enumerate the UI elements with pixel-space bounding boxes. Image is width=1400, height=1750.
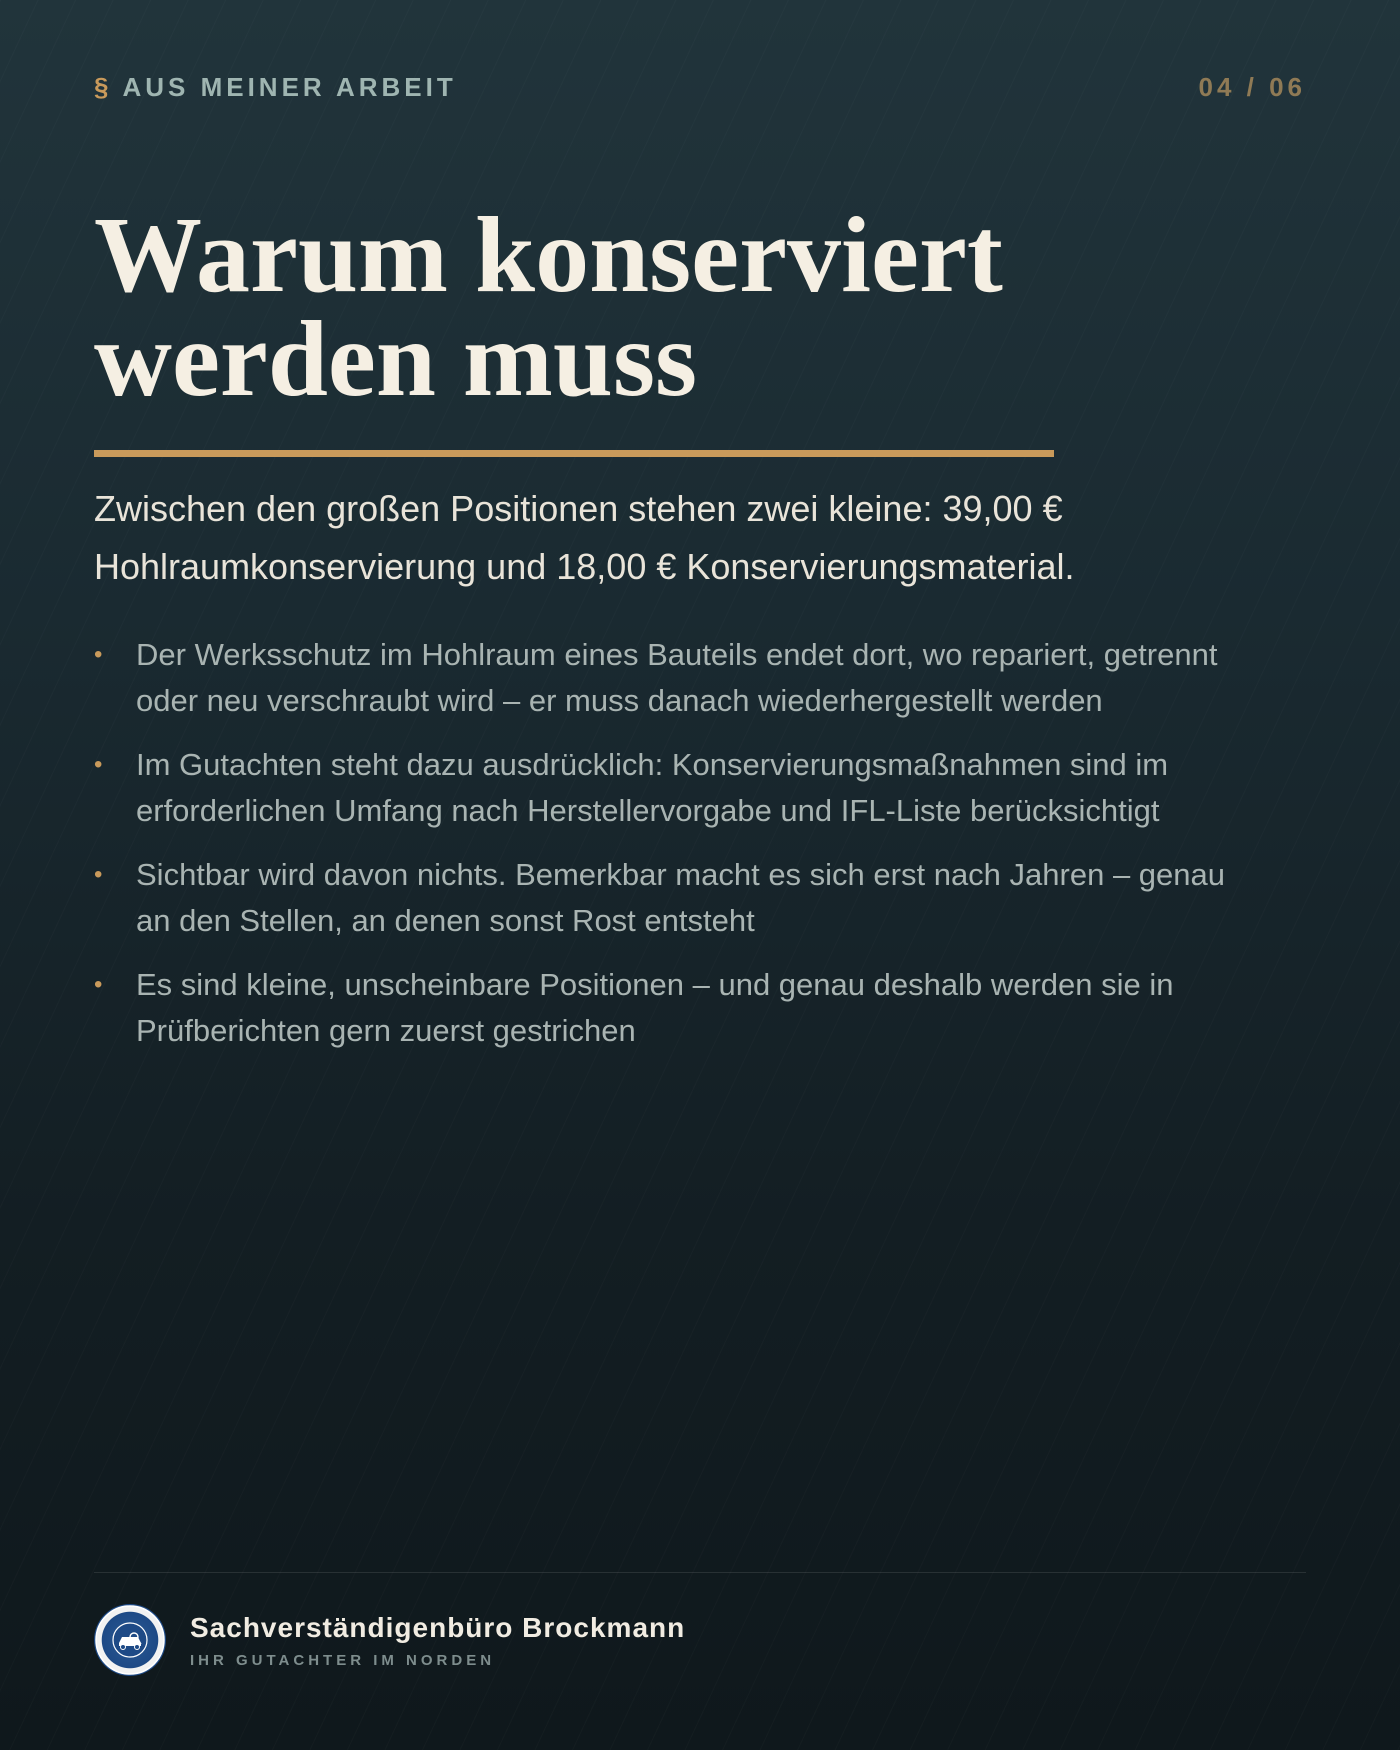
paragraph-icon: § xyxy=(94,72,109,102)
logo-graphic xyxy=(94,1604,166,1676)
list-item xyxy=(94,742,1324,834)
list-item-text xyxy=(136,962,1174,1054)
list-item-line-1: Der Werksschutz im Hohlraum eines Bauteils endet dort, wo repariert, getrennt xyxy=(136,637,1218,672)
bullet-icon: • xyxy=(94,751,103,778)
list-item xyxy=(94,852,1324,944)
page-indicator: 04 / 06 xyxy=(1198,72,1306,102)
title-divider xyxy=(94,450,1054,457)
brand-name: Sachverständigenbüro Brockmann xyxy=(190,1611,686,1643)
lead-line-1: Zwischen den großen Positionen stehen zwei kleine: 39,00 € xyxy=(94,488,1063,529)
lead-paragraph xyxy=(94,480,1324,596)
list-item-text xyxy=(136,742,1168,834)
list-item xyxy=(94,632,1324,724)
section-kicker xyxy=(94,72,457,103)
list-item xyxy=(94,962,1324,1054)
list-item-line-2: oder neu verschraubt wird – er muss danach wiederhergestellt werden xyxy=(136,683,1103,718)
lead-line-2: Hohlraumkonservierung und 18,00 € Konservierungsmaterial. xyxy=(94,546,1075,587)
list-item-line-2: erforderlichen Umfang nach Herstellervorgabe und IFL-Liste berücksichtigt xyxy=(136,793,1160,828)
list-item-line-2: an den Stellen, an denen sonst Rost entsteht xyxy=(136,903,755,938)
list-item-text xyxy=(136,632,1217,724)
list-item-text xyxy=(136,852,1225,944)
footer xyxy=(94,1604,685,1676)
bullet-list xyxy=(94,632,1324,1072)
bullet-icon: • xyxy=(94,641,103,668)
page-title xyxy=(94,196,1244,419)
brand-tagline: IHR GUTACHTER IM NORDEN xyxy=(190,1651,496,1669)
title-line-1: Warum konserviert xyxy=(94,196,1003,315)
brand-block xyxy=(190,1612,685,1669)
kicker-label: AUS MEINER ARBEIT xyxy=(122,72,457,102)
title-line-2: werden muss xyxy=(94,300,698,419)
list-item-line-1: Es sind kleine, unscheinbare Positionen – und genau deshalb werden sie in xyxy=(136,967,1174,1002)
list-item-line-1: Sichtbar wird davon nichts. Bemerkbar macht es sich erst nach Jahren – genau xyxy=(136,857,1225,892)
list-item-line-1: Im Gutachten steht dazu ausdrücklich: Konservierungsmaßnahmen sind im xyxy=(136,747,1169,782)
car-seal-icon xyxy=(94,1604,166,1676)
list-item-line-2: Prüfberichten gern zuerst gestrichen xyxy=(136,1013,636,1048)
header-bar xyxy=(94,72,1306,103)
bullet-icon: • xyxy=(94,861,103,888)
bullet-icon: • xyxy=(94,971,103,998)
footer-divider xyxy=(94,1572,1306,1573)
